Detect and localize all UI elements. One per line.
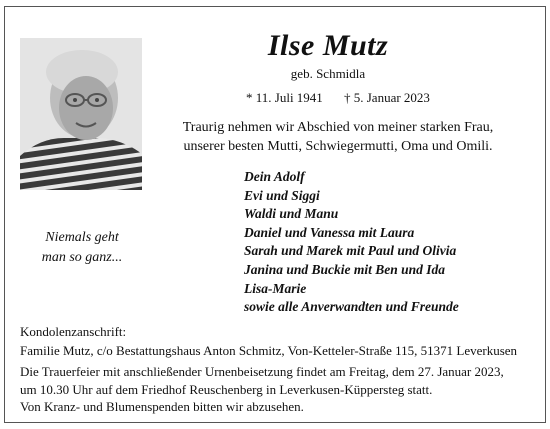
quote-line: man so ganz... <box>41 250 123 265</box>
mourner-line: Daniel und Vanessa mit Laura <box>244 224 415 240</box>
condolence-address-text: Familie Mutz, c/o Bestattungshaus Anton Schmitz, Von-Ketteler-Straße 115, 51371 Leverkusen <box>20 343 518 358</box>
birth-date: * 11. Juli 1941 <box>246 90 323 105</box>
service-line: Die Trauerfeier mit anschließender Urnenbeisetzung findet am Freitag, dem 27. Januar 2023, <box>20 364 504 379</box>
mourner-line: Lisa-Marie <box>244 280 307 296</box>
death-date: † 5. Januar 2023 <box>344 90 430 105</box>
portrait-image <box>20 38 142 190</box>
message-line: Traurig nehmen wir Abschied von meiner starken Frau, <box>182 120 494 135</box>
mourner-line: Janina und Buckie mit Ben und Ida <box>244 261 446 277</box>
mourner-line: Evi und Siggi <box>244 187 320 203</box>
mourners-list <box>244 168 459 317</box>
message-line: unserer besten Mutti, Schwiegermutti, Oma und Omili. <box>183 139 493 154</box>
quote-line: Niemals geht <box>45 230 119 245</box>
mourning-message <box>178 118 498 156</box>
mourner-line: Sarah und Marek mit Paul und Olivia <box>244 243 457 259</box>
portrait-photo <box>20 38 142 190</box>
condolence-address <box>20 322 517 360</box>
service-line: um 10.30 Uhr auf dem Friedhof Reuschenberg in Leverkusen-Küppersteg statt. <box>20 381 433 397</box>
condolence-label: Kondolenzanschrift: <box>20 324 127 339</box>
mourner-line: Dein Adolf <box>244 169 305 184</box>
service-line: Von Kranz- und Blumenspenden bitten wir abzusehen. <box>20 399 304 414</box>
service-info <box>20 363 504 416</box>
deceased-name: Ilse Mutz <box>267 29 389 62</box>
mourner-line: Waldi und Manu <box>244 206 339 222</box>
quote <box>18 228 146 268</box>
mourner-line: sowie alle Anverwandten und Freunde <box>244 299 459 315</box>
maiden-name: geb. Schmidla <box>290 66 366 81</box>
